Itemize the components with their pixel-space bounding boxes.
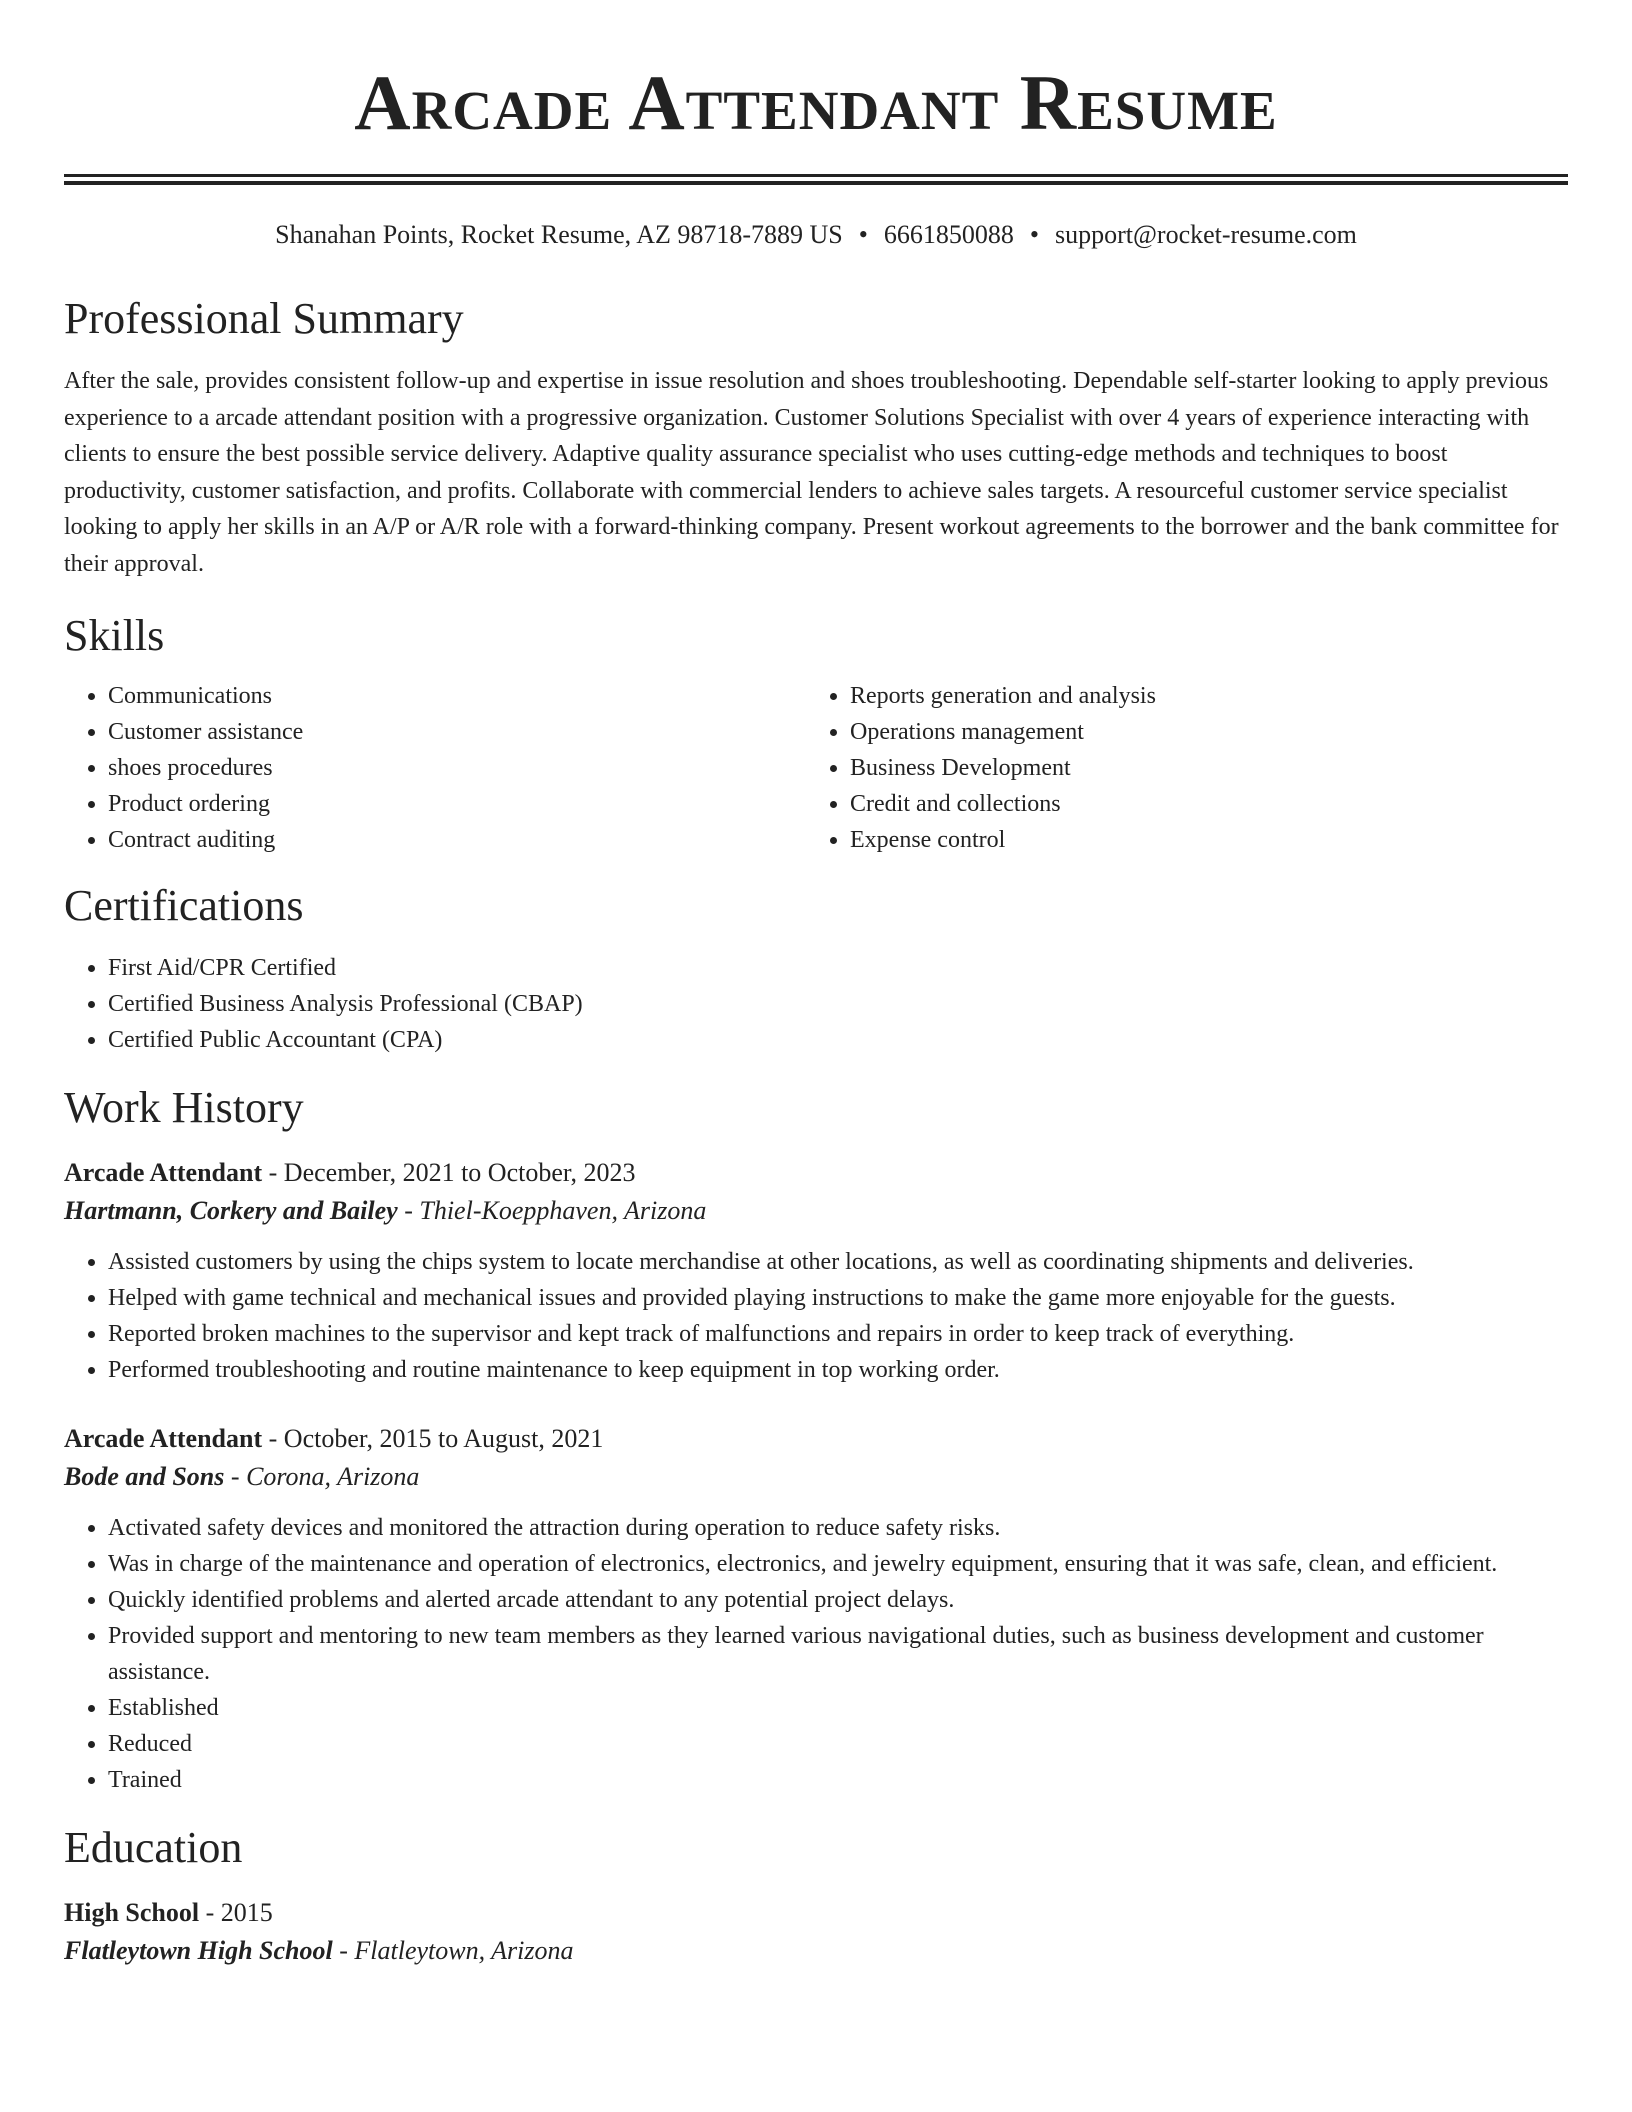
job-company: Bode and Sons <box>64 1462 225 1491</box>
job-bullet: • Provided support and mentoring to new team members as they learned various navigational duties, such as business development and customer assistance. <box>108 1618 1568 1690</box>
contact-email: support@rocket-resume.com <box>1054 220 1357 249</box>
certification-item: • Certified Business Analysis Professional (CBAP) <box>108 986 1568 1022</box>
skill-item: • Reports generation and analysis <box>850 678 1548 714</box>
job-location: Thiel-Koepphaven, Arizona <box>419 1196 707 1225</box>
job-bullet: • Performed troubleshooting and routine maintenance to keep equipment in top working order. <box>108 1352 1568 1388</box>
job-entry <box>64 1154 1568 1388</box>
education-school-line: Flatleytown High School - Flatleytown, Arizona <box>64 1936 574 1965</box>
contact-address: Shanahan Points, Rocket Resume, AZ 98718-7889 US <box>275 220 843 249</box>
summary-heading: Professional Summary <box>64 294 464 343</box>
skill-item: • Operations management <box>850 714 1548 750</box>
job-dates: October, 2015 to August, 2021 <box>283 1424 604 1453</box>
job-bullet: • Reduced <box>108 1726 1568 1762</box>
skills-columns <box>64 678 1568 858</box>
education-location: Flatleytown, Arizona <box>354 1936 574 1965</box>
job-title: Arcade Attendant <box>64 1158 263 1187</box>
education-degree: High School <box>64 1898 200 1927</box>
skill-item: • Communications <box>108 678 806 714</box>
job-bullets <box>64 1510 1568 1798</box>
job-title: Arcade Attendant <box>64 1424 263 1453</box>
certifications-list <box>64 950 1568 1058</box>
skill-item: • Credit and collections <box>850 786 1548 822</box>
job-bullet: • Helped with game technical and mechanical issues and provided playing instructions to make the game more enjoyable for the guests. <box>108 1280 1568 1316</box>
certification-item: • Certified Public Accountant (CPA) <box>108 1022 1568 1058</box>
education-heading: Education <box>64 1823 243 1872</box>
job-entry <box>64 1420 1568 1798</box>
job-header: Arcade Attendant - October, 2015 to August, 2021 <box>64 1424 604 1453</box>
skill-item: • Contract auditing <box>108 822 806 858</box>
job-bullet: • Was in charge of the maintenance and operation of electronics, electronics, and jewelry equipment, ensuring that it was safe, clean, and efficient. <box>108 1546 1568 1582</box>
contact-line <box>64 219 1568 251</box>
skills-left-list <box>64 678 806 858</box>
skill-item: • Expense control <box>850 822 1548 858</box>
education-year: 2015 <box>220 1898 273 1927</box>
education-degree-line: High School - 2015 <box>64 1898 273 1927</box>
education-school: Flatleytown High School <box>64 1936 333 1965</box>
summary-text: After the sale, provides consistent follow-up and expertise in issue resolution and shoes troubleshooting. Dependable self-starter looking to apply previous experience to a arcade attendant position with a progressive organization. Customer Solutions Specialist with over 4 years of experience interacting with clients to ensure the best possible service delivery. Adaptive quality assurance specialist who uses cutting-edge methods and techniques to boost productivity, customer satisfaction, and profits. Collaborate with commercial lenders to achieve sales targets. A resourceful customer service specialist looking to apply her skills in an A/P or A/R role with a forward-thinking company. Present workout agreements to the borrower and the bank committee for their approval. <box>64 368 1559 577</box>
certifications-heading: Certifications <box>64 881 304 930</box>
certification-item: • First Aid/CPR Certified <box>108 950 1568 986</box>
job-bullet: • Assisted customers by using the chips system to locate merchandise at other locations, as well as coordinating shipments and deliveries. <box>108 1244 1568 1280</box>
job-bullet: • Trained <box>108 1762 1568 1798</box>
job-bullet: • Reported broken machines to the supervisor and kept track of malfunctions and repairs in order to keep track of everything. <box>108 1316 1568 1352</box>
contact-separator: • <box>1029 220 1039 249</box>
skill-item: • Business Development <box>850 750 1548 786</box>
work-history-heading: Work History <box>64 1083 304 1132</box>
skill-item: • Customer assistance <box>108 714 806 750</box>
skills-heading: Skills <box>64 611 165 660</box>
contact-separator: • <box>858 220 868 249</box>
job-header: Arcade Attendant - December, 2021 to October, 2023 <box>64 1158 636 1187</box>
job-employer: Hartmann, Corkery and Bailey - Thiel-Koepphaven, Arizona <box>64 1196 707 1225</box>
job-bullet: • Established <box>108 1690 1568 1726</box>
skills-right-list <box>806 678 1548 858</box>
job-bullets <box>64 1244 1568 1388</box>
job-bullet: • Quickly identified problems and alerted arcade attendant to any potential project delays. <box>108 1582 1568 1618</box>
skill-item: • shoes procedures <box>108 750 806 786</box>
job-bullet: • Activated safety devices and monitored the attraction during operation to reduce safety risks. <box>108 1510 1568 1546</box>
contact-phone: 6661850088 <box>883 220 1014 249</box>
skill-item: • Product ordering <box>108 786 806 822</box>
resume-title: Arcade Attendant Resume <box>354 59 1278 146</box>
job-employer: Bode and Sons - Corona, Arizona <box>64 1462 420 1491</box>
title-divider <box>64 174 1568 185</box>
job-location: Corona, Arizona <box>246 1462 420 1491</box>
job-company: Hartmann, Corkery and Bailey <box>64 1196 398 1225</box>
job-dates: December, 2021 to October, 2023 <box>283 1158 636 1187</box>
